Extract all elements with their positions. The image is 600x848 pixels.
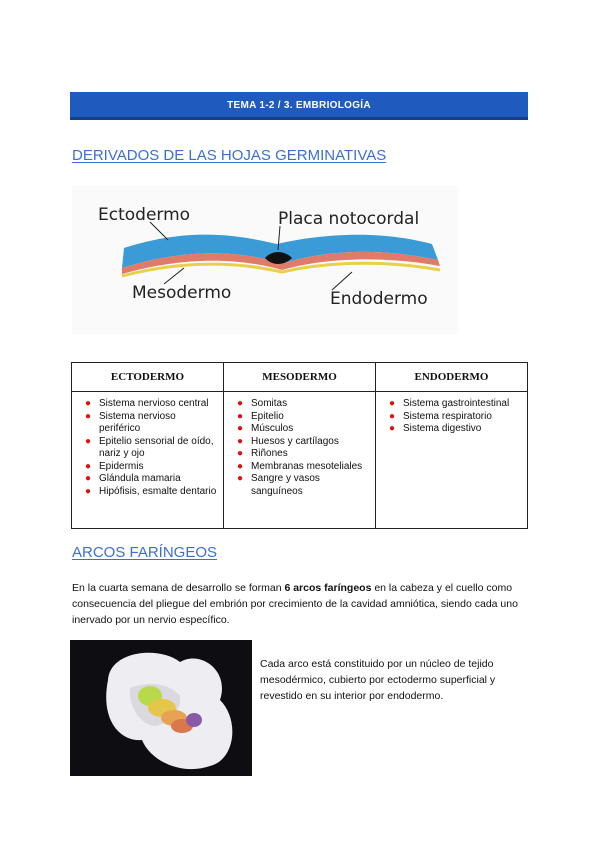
bullet-icon: ● [389, 398, 396, 409]
bullet-icon: ● [389, 410, 396, 422]
list-item: ● Sistema nervioso periférico [85, 410, 176, 434]
list-item: ● Epitelio sensorial de oído, nariz y ojo [85, 435, 214, 459]
header-endodermo: ENDODERMO [376, 363, 528, 392]
list-item: ● Glándula mamaria [85, 473, 181, 484]
list-item: ● Epidermis [85, 460, 144, 472]
label-placa-notocordal: Placa notocordal [278, 209, 420, 229]
bullet-icon: ● [85, 435, 92, 447]
bullet-icon: ● [237, 435, 244, 447]
list-item: ● Huesos y cartílagos [237, 435, 339, 447]
header-ectodermo: ECTODERMO [72, 363, 224, 392]
list-item: ● Sistema respiratorio [389, 410, 492, 422]
list-item: ● Somitas [237, 398, 288, 409]
pharyngeal-arches-image [70, 640, 252, 776]
bullet-icon: ● [85, 410, 92, 422]
column-ectodermo [72, 392, 224, 529]
label-mesodermo: Mesodermo [132, 283, 232, 303]
germ-layer-derivatives-table [71, 362, 528, 529]
bullet-icon: ● [85, 485, 92, 497]
section-title-derivados: DERIVADOS DE LAS HOJAS GERMINATIVAS [72, 147, 387, 164]
arcos-side-text: Cada arco está constituido por un núcleo de tejido mesodérmico, cubierto por ectodermo superficial y revestido en su interior por endodermo. [260, 658, 496, 702]
bullet-icon: ● [237, 410, 244, 422]
list-item: ● Sistema gastrointestinal [389, 398, 510, 409]
header-mesodermo: MESODERMO [224, 363, 376, 392]
arcos-paragraph: En la cuarta semana de desarrollo se forman 6 arcos faríngeos en la cabeza y el cuello como consecuencia del pliegue del embrión por crecimiento de la cavidad amniótica, siendo cada uno inervado por un nervio específico. [72, 582, 518, 626]
list-item: ● Sistema nervioso central [85, 398, 209, 409]
column-mesodermo [224, 392, 376, 529]
bold-phrase: 6 arcos faríngeos [284, 582, 372, 594]
bullet-icon: ● [85, 473, 92, 484]
list-item: ● Riñones [237, 448, 288, 459]
bullet-icon: ● [237, 423, 244, 434]
bullet-icon: ● [237, 460, 244, 472]
header-banner: TEMA 1-2 / 3. EMBRIOLOGÍA [70, 92, 528, 120]
bullet-icon: ● [237, 398, 244, 409]
list-item: ● Sangre y vasos sanguíneos [237, 473, 320, 497]
bullet-icon: ● [237, 473, 244, 484]
column-endodermo [376, 392, 528, 529]
bullet-icon: ● [237, 448, 244, 459]
list-item: ● Hipófisis, esmalte dentario [85, 485, 217, 497]
bullet-icon: ● [389, 423, 396, 434]
section-title-arcos: ARCOS FARÍNGEOS [72, 544, 218, 561]
label-ectodermo: Ectodermo [98, 205, 191, 225]
list-item: ● Epitelio [237, 410, 284, 422]
label-endodermo: Endodermo [330, 289, 428, 309]
germ-layers-diagram [72, 186, 458, 334]
list-item: ● Membranas mesoteliales [237, 460, 363, 472]
list-item: ● Sistema digestivo [389, 423, 482, 434]
bullet-icon: ● [85, 398, 92, 409]
bullet-icon: ● [85, 460, 92, 472]
list-item: ● Músculos [237, 423, 294, 434]
